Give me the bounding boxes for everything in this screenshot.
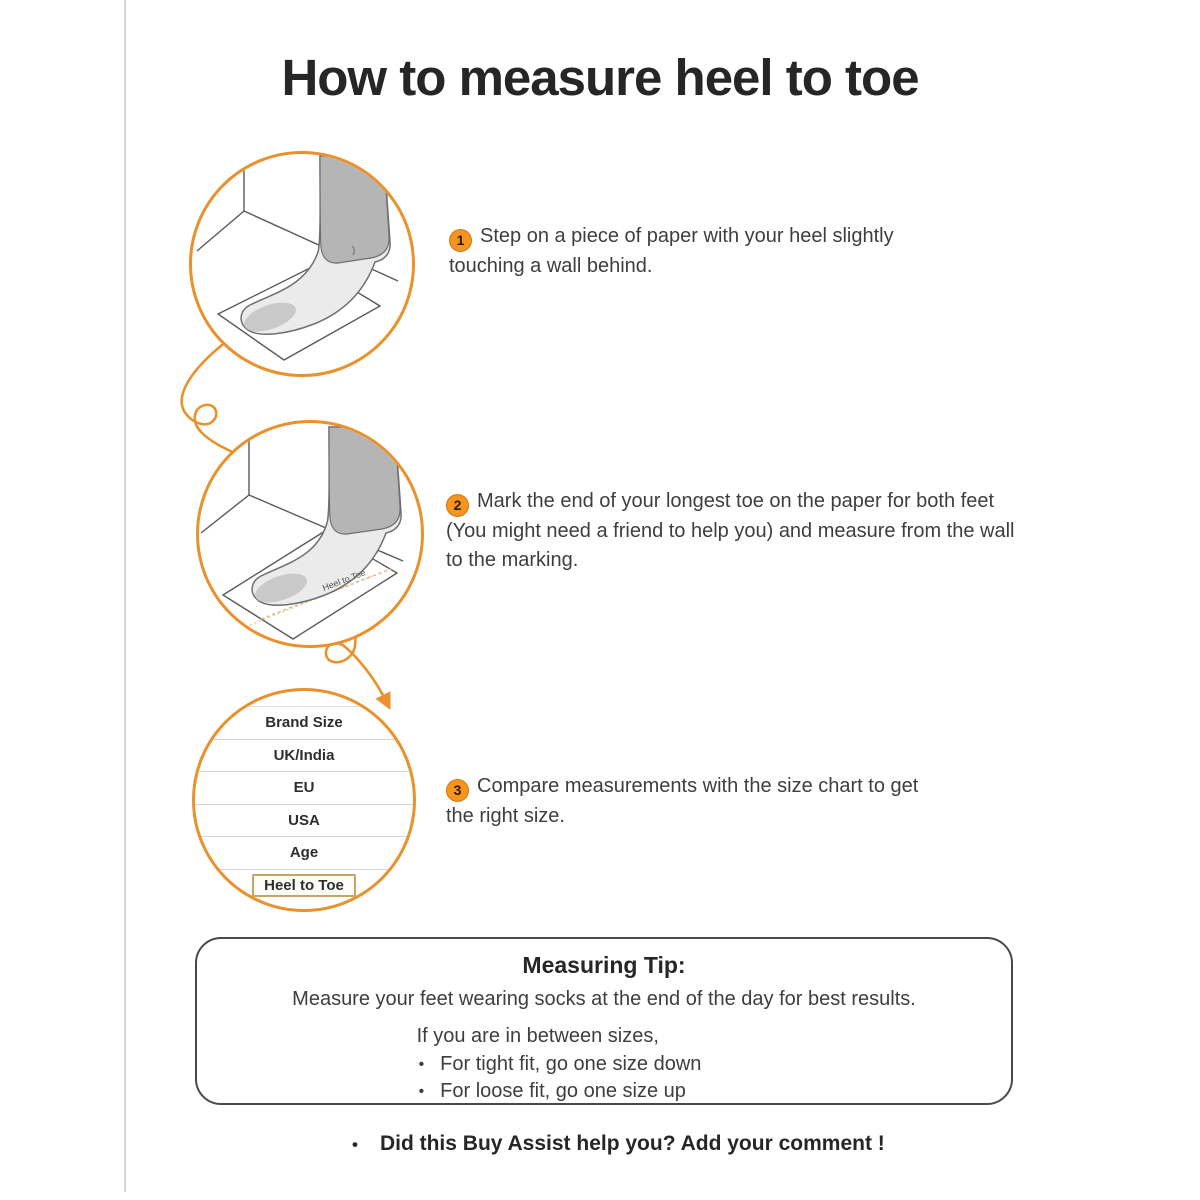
step-1-text: Step on a piece of paper with your heel slightly touching a wall behind. [449,225,894,277]
bullet-icon: • [418,1083,425,1100]
step-1-number-badge: 1 [449,229,472,252]
foot-marking-illustration [199,423,421,645]
step-3-text: Compare measurements with the size chart to get the right size. [446,775,919,827]
tip-line1: Measure your feet wearing socks at the end of the day for best results. [292,988,916,1010]
size-chart-circle [192,688,416,912]
sock-leg [329,427,400,534]
step-2-text: Mark the end of your longest toe on the paper for both feet (You might need a friend to help you) and measure from the wall to the marking. [446,490,1015,571]
tip-line2: If you are in between sizes, [416,1025,659,1047]
left-page-rule [124,0,126,1192]
size-chart-row [195,706,413,739]
size-chart-label: USA [288,811,320,829]
bullet-icon: • [352,1135,358,1154]
footer-note [352,1132,885,1156]
size-chart-label: Brand Size [265,714,343,732]
tip-bullet-text: For tight fit, go one size down [440,1053,702,1075]
illustration-step2-circle [196,420,424,648]
tip-sub-block [417,1025,702,1105]
step-3 [446,772,926,831]
size-chart-row [195,836,413,869]
size-chart-row [195,739,413,772]
connector-1-2 [182,345,243,457]
tip-title: Measuring Tip: [522,952,686,978]
size-chart [195,706,413,901]
tip-bullet-item [419,1051,702,1078]
illustration-step1-circle [189,151,415,377]
heel-to-toe-highlight: Heel to Toe [252,874,356,897]
tip-bullet-item [419,1078,702,1105]
page-title: How to measure heel to toe [281,49,919,106]
size-chart-label: EU [293,779,315,797]
size-chart-label: UK/India [273,746,335,764]
measuring-tip-box [195,937,1013,1105]
tip-bullet-text: For loose fit, go one size up [440,1080,686,1102]
size-chart-row [195,804,413,837]
size-chart-row [195,771,413,804]
size-chart-label: Age [289,844,319,862]
bullet-icon: • [418,1056,425,1073]
footer-text: Did this Buy Assist help you? Add your comment ! [379,1132,885,1155]
sock-leg [320,156,389,263]
step-2-number-badge: 2 [446,494,469,517]
size-chart-row-highlighted [195,869,413,902]
measure-label: Heel to Toe [320,567,367,593]
step-1 [449,222,949,281]
foot-on-paper-illustration [192,154,412,374]
step-3-number-badge: 3 [446,779,469,802]
step-2 [446,487,1036,575]
